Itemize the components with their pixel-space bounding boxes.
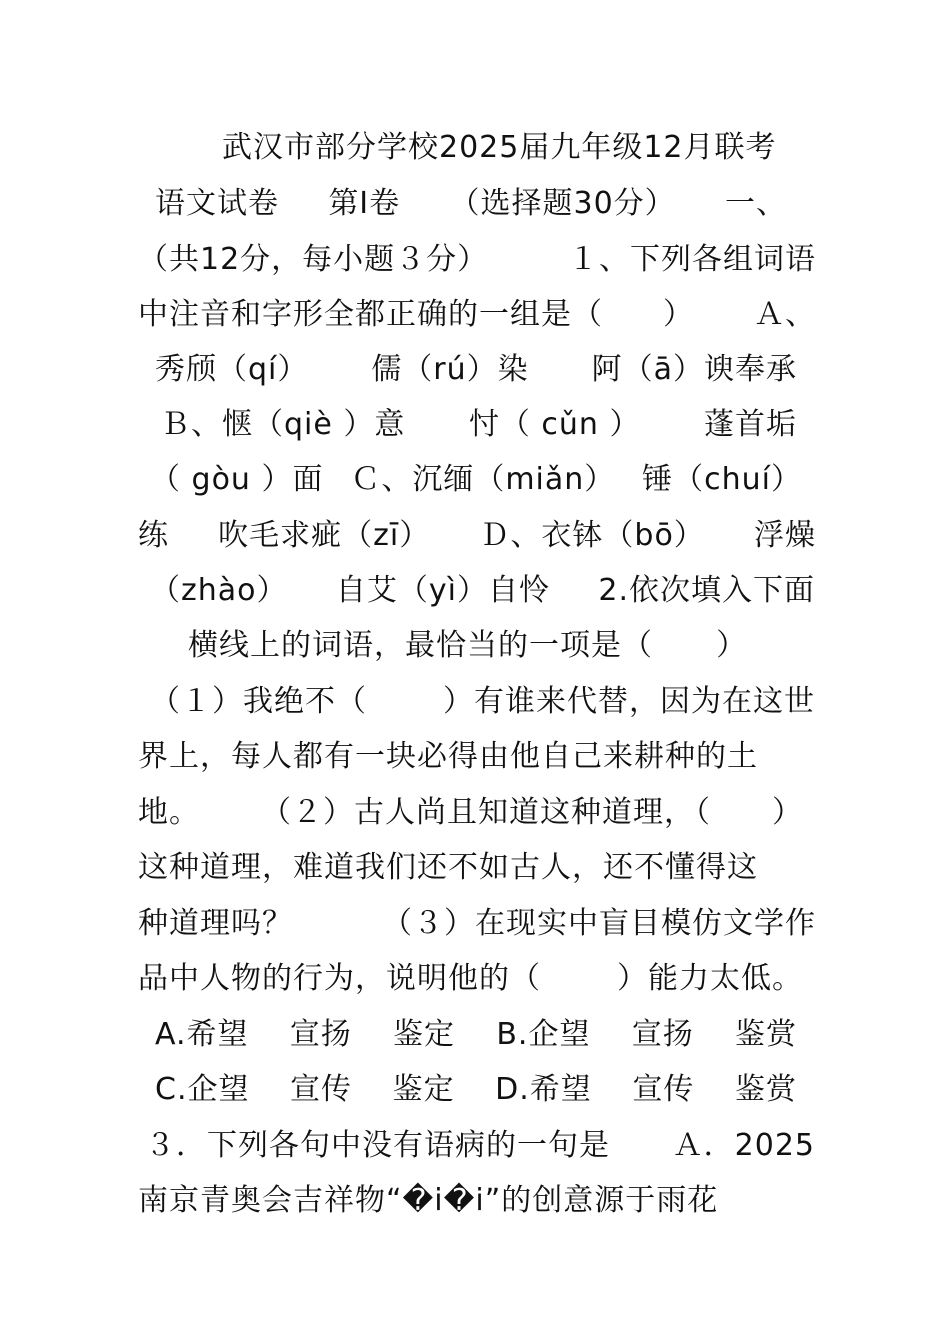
sentence-2-cont: 这种道理，难道我们还不如古人，还不懂得这 [138,850,758,885]
sentence-1-end: 界上，每人都有一块必得由他自己来耕种的土 [138,739,758,774]
sentence-2-end: 种道理吗？ [138,906,293,941]
section-header-line [155,184,787,224]
answer-bracket-close: ） [663,297,694,332]
body-line-6 [160,405,797,445]
question-1-stem: １、下列各组词语 [568,242,816,277]
option-c-2: 宣传 [290,1072,353,1107]
body-line-10 [188,626,748,666]
body-line-19 [145,1126,815,1166]
question-2-stem: 2.依次填入下面 [598,573,815,608]
title-text: 武汉市部分学校2025届九年级12月联考 [222,130,777,165]
volume-label: 第Ⅰ卷 [328,186,401,221]
option-a-word-2: 儒（rú）染 [371,352,529,387]
body-line-14 [138,848,816,888]
options-line-cd [155,1070,797,1110]
question-2-bracket-close: ） [716,628,748,663]
question-1-stem-cont: 中注音和字形全都正确的一组是（ [138,297,603,332]
sentence-3-cont: 品中人物的行为，说明他的（ [138,961,541,996]
option-b-word-3: 蓬首垢 [704,407,797,442]
body-line-7 [150,460,802,500]
option-b-word-1: Ｂ、惬（qiè ）意 [160,407,406,442]
option-c-3: 鉴定 [392,1072,455,1107]
option-b-word-3-cont: （ gòu ）面 [150,462,324,497]
option-c-word-1: Ｃ、沉缅（miǎn） [350,462,616,497]
option-d-word-2-cont: （zhào） [150,573,288,608]
sentence-2-start: （２）古人尚且知道这种道理，（ [261,795,711,830]
part-number: 一、 [724,186,787,221]
option-a-1: A.希望 [155,1017,249,1052]
body-line-4 [138,295,816,335]
option-b-1: B.企望 [496,1017,591,1052]
option-c-1: C.企望 [155,1072,250,1107]
question-3-option-a-start: Ａ．2025 [672,1128,815,1163]
body-line-9 [150,571,815,611]
option-c-word-3: 吹毛求疵（zī） [218,518,431,553]
body-line-8 [138,516,816,556]
option-b-word-2: 忖（ cǔn ） [468,407,641,442]
option-c-word-2: 锤（chuí） [642,462,802,497]
option-d-3: 鉴赏 [734,1072,797,1107]
question-3-option-a-cont: 南京青奥会吉祥物“�i�i”的创意源于雨花 [138,1183,719,1218]
option-a-3: 鉴定 [393,1017,456,1052]
option-d-2: 宣传 [632,1072,695,1107]
sentence-1-start: （１）我绝不（ [150,684,367,719]
score-note: （共12分，每小题３分） [138,242,489,277]
option-d-word-3: 自艾（yì）自怜 [335,573,550,608]
body-line-15 [138,904,816,944]
body-line-12 [138,737,816,777]
body-line-16 [138,959,803,999]
body-line-5 [155,350,797,390]
sentence-1-final: 地。 [138,795,200,830]
option-a-word-1: 秀颀（qí） [155,352,309,387]
body-line-20 [138,1181,816,1221]
option-b-3: 鉴赏 [734,1017,797,1052]
question-3-stem: ３．下列各句中没有语病的一句是 [145,1128,610,1163]
sentence-2-bracket-close: ） [772,795,803,830]
option-a-word-3: 阿（ā）谀奉承 [591,352,797,387]
option-c-word-2-cont: 练 [138,518,169,553]
sentence-3-end: ）能力太低。 [617,961,803,996]
section-score: （选择题30分） [449,186,676,221]
paper-name: 语文试卷 [155,186,279,221]
option-a-label: Ａ、 [754,297,816,332]
sentence-3-start: （３）在现实中盲目模仿文学作 [382,906,816,941]
option-d-word-2: 浮燥 [753,518,816,553]
question-2-stem-cont: 横线上的词语，最恰当的一项是（ [188,628,653,663]
option-d-word-1: Ｄ、衣钵（bō） [479,518,705,553]
option-b-2: 宣扬 [631,1017,694,1052]
sentence-1-cont: ）有谁来代替，因为在这世 [443,684,815,719]
body-line-13 [138,793,803,833]
options-line-ab [155,1015,797,1055]
body-line-3 [138,240,816,280]
option-d-1: D.希望 [495,1072,592,1107]
exam-title [222,128,802,168]
option-a-2: 宣扬 [289,1017,352,1052]
body-line-11 [150,682,815,722]
